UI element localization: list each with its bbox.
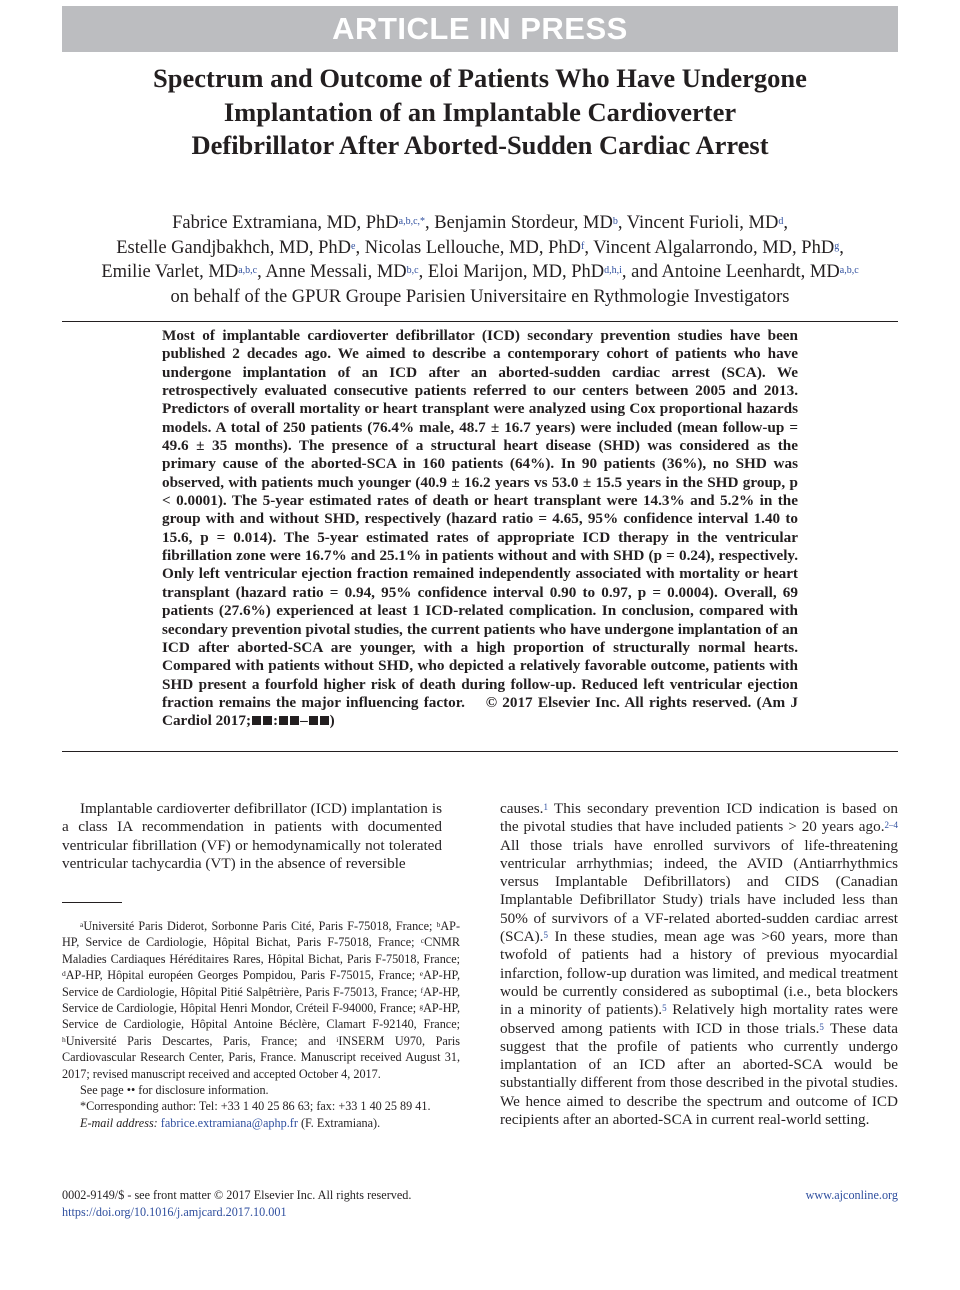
abstract-top-rule	[62, 321, 898, 322]
author-separator: ,	[783, 213, 788, 233]
email-line: E-mail address: fabrice.extramiana@aphp.fr (F. Extramiana).	[80, 1115, 381, 1130]
author-name: Antoine Leenhardt, MD	[661, 262, 840, 282]
author-name: Benjamin Stordeur, MD	[434, 213, 613, 233]
author-name: Vincent Algalarrondo, MD, PhD	[593, 237, 835, 258]
affiliation-text: INSERM U970, Paris Cardiovascular Research Center, Paris, France.	[62, 1033, 460, 1065]
affiliation-mark[interactable]: a,b,c	[238, 265, 258, 276]
author-name: Anne Messali, MD	[265, 262, 407, 282]
affiliation-letter: f	[420, 985, 424, 995]
email-label: E-mail address:	[80, 1115, 158, 1130]
affiliation-mark[interactable]: b,c	[406, 265, 419, 276]
affiliation-mark[interactable]: a,b,c,*	[398, 216, 426, 227]
email-link[interactable]: fabrice.extramiana@aphp.fr	[160, 1115, 298, 1130]
citation: (Am J Cardiol 2017; : – )	[162, 693, 799, 730]
author-separator: ,	[617, 213, 627, 233]
affiliation-text: Université Paris Descartes, Paris, France; and	[65, 1033, 337, 1048]
received-note: Manuscript received August 31, 2017; revised manuscript received and accepted October 4, 2017.	[62, 1050, 460, 1081]
affiliation-text: AP-HP, Hôpital européen Georges Pompidou, Paris F-75015, France;	[65, 968, 420, 983]
group-line: on behalf of the GPUR Groupe Parisien Universitaire en Rythmologie Investigators	[170, 286, 790, 307]
affiliation-text: CNMR Maladies Cardiaques Héréditaires Rares, Hôpital Bichat, Paris F-75018, France;	[62, 935, 460, 966]
author-separator: ,	[584, 237, 594, 258]
disclosure-note: See page •• for disclosure information.	[80, 1083, 269, 1098]
affiliation-text: AP-HP, Service de Cardiologie, Hôpital Henri Mondor, Créteil F-94000, France;	[62, 984, 460, 1016]
issn-line: 0002-9149/$ - see front matter © 2017 Elsevier Inc. All rights reserved.	[62, 1188, 412, 1202]
author-name: Emilie Varlet, MD	[101, 262, 239, 282]
article-title: Spectrum and Outcome of Patients Who Have Undergone Implantation of an Implantable Cardioverter Defibrillator After Aborted-Sudden Cardiac Arrest	[153, 63, 807, 160]
doi-link[interactable]: https://doi.org/10.1016/j.amjcard.2017.10.001	[62, 1205, 287, 1219]
affiliation-letter: h	[62, 1034, 66, 1044]
affiliation-text: AP-HP, Service de Cardiologie, Hôpital Antoine Béclère, Clamart F-92140, France;	[62, 1001, 460, 1032]
affiliation-letter: c	[420, 936, 425, 946]
abstract-text: Most of implantable cardioverter defibrillator (ICD) secondary prevention studies have been published 2 decades ago. We aimed to describe a contemporary cohort of patients who have undergone implantation of an ICD after an aborted-sudden cardiac arrest (SCA). We retrospectively evaluated consecutive patients referred to our centers between 2005 and 2013. Predictors of overall mortality or heart transplant were analyzed using Cox proportional hazards models. A total of 250 patients (76.4% male, 48.7 ± 16.7 years) were included (mean follow-up = 49.6 ± 35 months). The presence of a structural heart disease (SHD) was considered as the primary cause of the aborted-SCA in 160 patients (64%). In 90 patients (36%), no SHD was observed, with patients much younger (40.9 ± 16.2 years vs 53.0 ± 15.5 years in the SHD group, p < 0.0001). The 5-year estimated rates of death or heart transplant were 14.3% and 5.2% in the group with and without SHD, respectively (hazard ratio = 4.65, 95% confidence interval 1.40 to 15.6, p = 0.014). The 5-year estimated rates of appropriate ICD therapy in the ventricular fibrillation zone were 16.7% and 25.1% in patients without and with SHD (p = 0.24), respectively. Only left ventricular ejection fraction remained independently associated with mortality or heart transplant (hazard ratio = 0.94, 95% confidence interval 0.90 to 0.97, p = 0.0004). Overall, 69 patients (27.6%) experienced at least 1 ICD-related complication. In conclusion, compared with secondary prevention pivotal studies, the current patients who have undergone implantation of an ICD after aborted-SCA are younger, with a high proportion of structurally normal hearts. Compared with patients without SHD, who depicted a relatively favorable outcome, patients with SHD present a fourfold higher risk of death during follow-up. Reduced left ventricular ejection fraction remains the major influencing factor.	[162, 327, 798, 711]
body-column-right	[500, 800, 898, 1129]
affiliation-mark[interactable]: e	[351, 240, 356, 252]
affiliations	[62, 918, 460, 1082]
affiliation-letter: d	[62, 969, 66, 979]
author-separator: ,	[257, 262, 266, 282]
author-list	[62, 211, 898, 309]
author-separator: ,	[425, 213, 435, 233]
affiliation-mark[interactable]: b	[612, 216, 618, 227]
affiliation-text: AP-HP, Service de Cardiologie, Hôpital Bichat, Paris F-75018, France;	[62, 919, 460, 950]
intro-continued: causes.$^1$ This secondary prevention ICD indication is based on the pivotal studies that have included patients > 20 years ago.$^{2-4}$ All those trials have enrolled survivors of life-threatening ventricular arrhythmias; indeed, the AVID (Antiarrhythmics versus Implantable Defibrillators) and CIDS (Canadian Implantable Defibrillator Study) trials have included less than 50% of survivors of a VF-related aborted-sudden cardiac arrest (SCA).$^5$ In these studies, mean age was >60 years, more than twofold of patients had a history of previous myocardial infarction, follow-up duration was limited, and medical treatment would be currently considered as suboptimal (i.e., beta blockers in a minority of patients).$^5$ Relatively high mortality rates were observed among patients with ICD in those trials.$^5$ These data suggest that the profile of patients who currently undergo implantation of an ICD after an aborted-SCA would be substantially different from those described in the pivotal studies. We hence aimed to describe the spectrum and outcome of ICD recipients after an aborted-SCA in current real-world setting.	[500, 800, 898, 1129]
author-name: Fabrice Extramiana, MD, PhD	[172, 213, 399, 233]
affiliation-text: Université Paris Diderot, Sorbonne Paris Cité, Paris F-75018, France;	[83, 919, 437, 933]
ref-link[interactable]: 5	[543, 930, 548, 941]
intro-paragraph: Implantable cardioverter defibrillator (ICD) implantation is a class IA recommendation in patients with documented ventricular fibrillation (VF) or hemodynamically not tolerated ventricular tachycardia (VT) in the absence of reversible	[62, 800, 442, 872]
corresponding-author: *Corresponding author: Tel: +33 1 40 25 86 63; fax: +33 1 40 25 89 41.	[80, 1099, 431, 1114]
abstract-bottom-rule	[62, 751, 898, 752]
footnotes	[62, 918, 460, 1131]
abstract	[162, 327, 798, 731]
ref-link[interactable]: 2–4	[884, 820, 898, 831]
affiliation-mark[interactable]: a,b,c	[839, 265, 859, 276]
affiliation-letter: b	[436, 920, 441, 929]
author-name: Nicolas Lellouche, MD, PhD	[364, 237, 582, 258]
affiliation-letter: a	[80, 920, 84, 929]
footnote-rule	[62, 902, 122, 903]
ref-link[interactable]: 5	[662, 1003, 667, 1014]
affiliation-mark[interactable]: f	[581, 240, 585, 252]
article-in-press-banner: ARTICLE IN PRESS	[62, 6, 898, 52]
affiliation-mark[interactable]: d	[778, 216, 784, 227]
author-name: Eloi Marijon, MD, PhD	[427, 262, 605, 282]
ref-link[interactable]: 5	[819, 1021, 824, 1032]
affiliation-letter: g	[419, 1002, 424, 1012]
author-separator: ,	[839, 237, 844, 258]
author-separator: ,	[355, 237, 365, 258]
footer-left	[62, 1187, 411, 1221]
ref-link[interactable]: 1	[543, 802, 548, 812]
author-name: Vincent Furioli, MD	[626, 213, 779, 233]
body-column-left	[62, 800, 442, 873]
author-name: Estelle Gandjbakhch, MD, PhD	[116, 237, 351, 258]
copyright: © 2017 Elsevier Inc. All rights reserved.	[485, 693, 752, 711]
affiliation-text: AP-HP, Service de Cardiologie, Hôpital Pitié Salpêtrière, Paris F-75013, France;	[62, 968, 460, 999]
affiliation-mark[interactable]: d,h,i	[604, 265, 622, 276]
author-separator: , and	[621, 262, 662, 282]
author-separator: ,	[418, 262, 428, 282]
affiliation-mark[interactable]: g	[834, 240, 840, 252]
affiliation-letter: i	[336, 1034, 339, 1044]
affiliation-letter: e	[419, 969, 424, 979]
journal-website-link[interactable]: www.ajconline.org	[805, 1188, 898, 1202]
